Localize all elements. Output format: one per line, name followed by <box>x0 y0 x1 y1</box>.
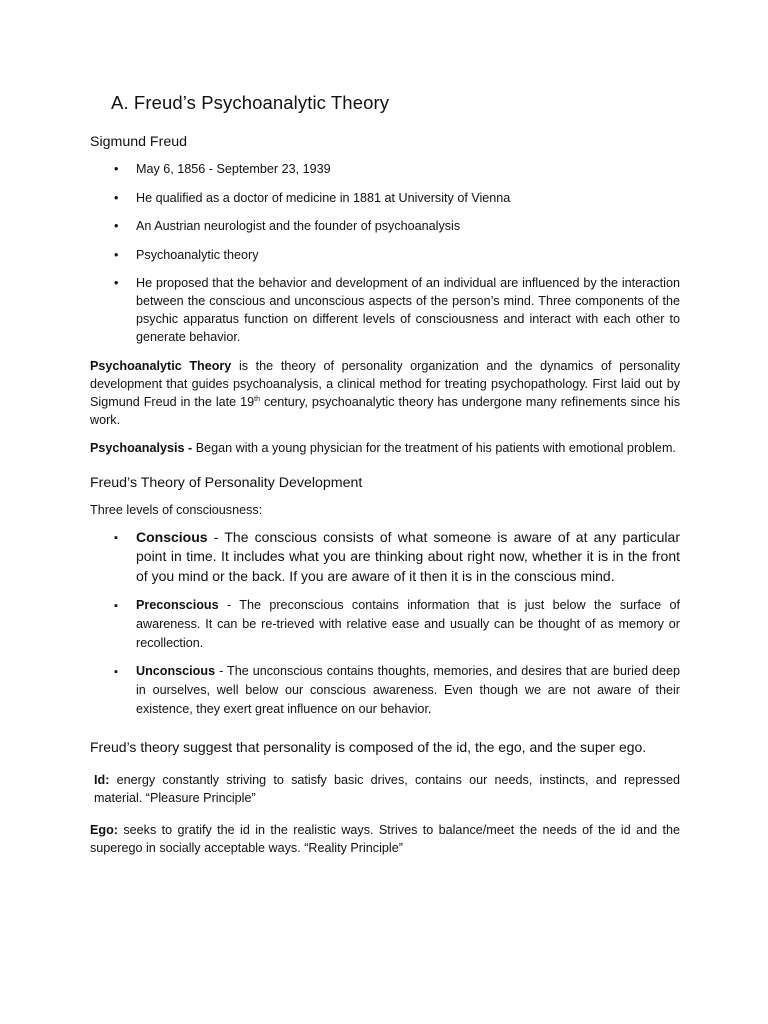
square-bullet-icon: ▪ <box>114 666 118 679</box>
list-item-text: He proposed that the behavior and development of an individual are influenced by the interaction between the conscious and unconscious aspects of the person’s mind. Three components of the psychic apparatus function on different levels of consciousness and interact with each other to generate behavior. <box>136 276 680 344</box>
section-heading-sigmund-freud: Sigmund Freud <box>90 134 187 150</box>
term-label: Preconscious <box>136 598 219 612</box>
section-heading-personality-development: Freud’s Theory of Personality Development <box>90 474 363 491</box>
list-item <box>90 160 680 178</box>
list-item-text: Psychoanalytic theory <box>136 247 259 262</box>
paragraph-text: seeks to gratify the id in the realistic ways. Strives to balance/meet the needs of the id and the superego in socially acceptable ways. “Reality Principle” <box>90 822 680 855</box>
square-bullet-icon: ▪ <box>114 531 118 544</box>
list-item-unconscious <box>90 662 680 718</box>
paragraph-text: century, psychoanalytic theory has undergone many refinements since his work. <box>90 394 680 427</box>
list-item-text: - The conscious consists of what someone is aware of at any particular point in time. It includes what you are thinking about right now, whether it is in the front of you mind or the back. If you are aware of it then it is in the conscious mind. <box>136 528 680 584</box>
superscript: th <box>254 395 261 403</box>
freud-facts-list <box>90 160 680 346</box>
ego-paragraph <box>90 821 680 857</box>
bullet-icon: • <box>114 247 119 262</box>
paragraph-text: is the theory of personality organization and the dynamics of personality development that guides psychoanalysis, a clinical method for treating psychopathology. First laid out by Sigmund Freud in the late 19 <box>90 358 681 409</box>
paragraph-text: Began with a young physician for the treatment of his patients with emotional problem. <box>192 440 676 455</box>
square-bullet-icon: ▪ <box>114 600 118 612</box>
list-item <box>90 189 680 207</box>
list-item <box>90 246 680 264</box>
list-item-preconscious <box>90 596 680 652</box>
section-heading-id-ego-superego: Freud’s theory suggest that personality is composed of the id, the ego, and the super ego. <box>90 738 647 755</box>
id-paragraph <box>94 771 680 807</box>
list-item-text: He qualified as a doctor of medicine in 1881 at University of Vienna <box>136 190 511 205</box>
list-item-text: An Austrian neurologist and the founder of psychoanalysis <box>136 219 461 233</box>
consciousness-levels-list <box>90 528 680 719</box>
psychoanalysis-paragraph <box>90 439 680 457</box>
term-label: Psychoanalysis - <box>90 440 193 455</box>
bullet-icon: • <box>114 190 119 205</box>
page-title: A. Freud’s Psychoanalytic Theory <box>111 92 390 113</box>
term-label: Conscious <box>136 528 208 545</box>
list-item <box>90 217 680 235</box>
bullet-icon: • <box>114 219 119 233</box>
levels-intro: Three levels of consciousness: <box>90 502 263 517</box>
list-item-text: - The unconscious contains thoughts, memories, and desires that are buried deep in ourselves, well below our conscious awareness. Even though we are not aware of their existence, they exert great influence on our behavior. <box>136 664 680 716</box>
paragraph-text: energy constantly striving to satisfy basic drives, contains our needs, instincts, and repressed material. “Pleasure Principle” <box>94 772 680 805</box>
list-item <box>90 274 680 346</box>
term-label: Unconscious <box>136 664 216 679</box>
bullet-icon: • <box>114 162 119 176</box>
term-label: Id: <box>94 772 110 787</box>
list-item-text: - The preconscious contains information that is just below the surface of awareness. It can be re-trieved with relative ease and usually can be thought of as memory or recollection. <box>136 598 680 650</box>
list-item-text: May 6, 1856 - September 23, 1939 <box>136 162 331 176</box>
psychoanalytic-theory-paragraph <box>90 357 680 429</box>
list-item-conscious <box>90 528 680 587</box>
bullet-icon: • <box>114 276 119 290</box>
term-label: Ego: <box>90 822 118 837</box>
term-label: Psychoanalytic Theory <box>90 358 232 373</box>
